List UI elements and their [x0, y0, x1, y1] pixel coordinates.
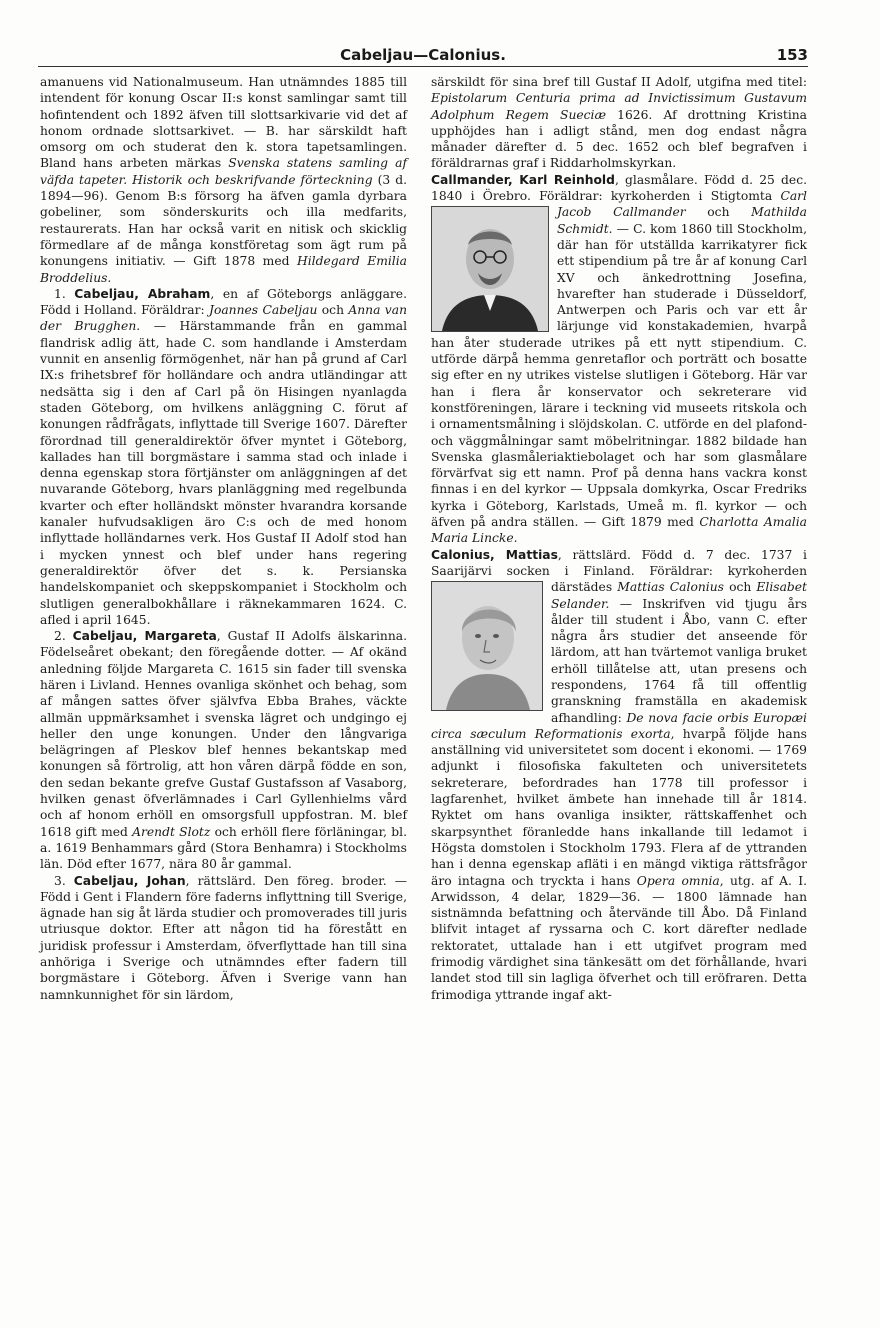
body-text: , rättslärd. Född d. 7 dec. 1737 i Saarijärvi socken i Finland. Föräldrar: kyrkoherden därstädes — [431, 547, 807, 595]
body-text: särskildt för sina bref till Gustaf II Adolf, utgifna med titel: — [431, 75, 807, 89]
parent-name: Mathilda Schmidt. — [557, 205, 807, 236]
entry-cabeljau-abraham — [40, 286, 407, 628]
portrait-calonius-image — [431, 581, 543, 711]
body-text: , utg. af A. I. Arwidsson, 4 delar, 1829—36. — 1800 lämnade han sistnämnda befattning och återvände till Åbo. Då Finland blifvit intaget af ryssarna och C. kort därefter nedlade rektoratet, uttalade han i ett utgifvet program med frimodig värdighet sina tänkesätt om det förhållande, hvari landet stod till sin lagliga öfverhet och till eröfraren. Detta frimodiga yttrande ingaf akt- — [431, 873, 807, 1002]
entry-headword: Cabeljau, Margareta — [72, 629, 217, 644]
body-text: — C. kom 1860 till Stockholm, där han för utställda karrikatyrer fick ett stipendium på tre år af konung Carl XV och änkedrottning Josefina, hvarefter han studerade i Düsseldorf, Antwerpen och Paris och var ett år lärjunge vid konstakademien, hvarpå han åter studerade utrikes på ett nytt stipendium. C. utförde därpå hemma genretaflor och porträtt och bosatte sig efter en ny utrikes vistelse slutligen i Göteborg. Här var han i flera år konservator och sekreterare vid konstföreningen, lärare i teckning vid museets ritskola och i ornamentsmålning i slöjdskolan. C. utförde en del plafond- och väggmålningar samt möbelritningar. 1882 bildade han Svenska glasmåleriaktiebolaget och har som glasmålare förvärfvat sig ett namn. Prof på denna hans vackra konst finnas i en del kyrkor — Uppsala domkyrka, Oscar Fredriks kyrka i Göteborg, Karlstads, Umeå m. fl. kyrkor — och äfven på andra ställen. — Gift 1879 med — [431, 221, 807, 530]
entry-callmander — [431, 172, 807, 547]
parent-name: Elisabet Selander. — [551, 580, 807, 611]
entry-cabeljau-johan — [40, 873, 407, 1003]
parent-name: Anna van der Brugghen. — [40, 303, 408, 334]
body-text: amanuens vid Nationalmuseum. Han utnämndes 1885 till intendent för konung Oscar II:s konst samlingar samt till hofintendent och 1892 äfven till slottsarkivarie vid det af honom ordnade slottsarkivet. — B. har särskildt haft omsorg om och studerat den k. stora tapetsamlingen. Bland hans arbeten märkas — [40, 75, 407, 171]
left-column — [40, 74, 407, 1003]
parent-name: Joannes Cabeljau — [209, 303, 318, 318]
body-text: , Gustaf II Adolfs älskarinna. Födelseåret obekant; den föregående dotter. — Af okänd anledning följde Margareta C. 1615 sin fader till svenska hären i Livland. Hennes ovanliga skönhet och behag, som af mången sattes öfver självfva Ebba Brahes, väckte allmän uppmärksamhet i svenska lägret och undgingo ej heller den unge konungen. Under den långvariga belägringen af Pleskov blef hennes bekantskap med konungen så förtrolig, att hon våren därpå födde en son, den sedan bekante grefve Gustaf Gustafsson af Vasaborg, hvilken genast öfverlämnades i Carl Gyllenhielms vård och af honom erhöll en omsorgsfull uppfostran. M. blef 1618 gift med — [40, 629, 407, 839]
body-text: 1626. Af drottning Kristina upphöjdes han i adligt stånd, men dog endast några månader därefter d. 5 dec. 1652 och blef begrafven i föräldrarnas graf i Riddarholmskyrkan. — [431, 107, 808, 171]
continued-entry — [431, 74, 807, 172]
running-title: Cabeljau—Calonius. — [340, 46, 506, 64]
body-text: , en af Göteborgs anläggare. Född i Holland. Föräldrar: — [40, 286, 407, 318]
thesis-title: De nova facie orbis Europæi circa sæculum Reformationis exorta — [431, 710, 807, 741]
entry-headword: Cabeljau, Abraham — [74, 286, 211, 301]
spouse-name: Arendt Slotz — [132, 824, 211, 839]
body-text: , hvarpå följde hans anställning vid universitetet som docent i ekonomi. — 1769 adjunkt i filosofiska fakulteten och universitetets sekreterare, befordrades han 1778 till professor i lagfarenhet, hvilket ämbete han innehade till år 1814. Ryktet om hans ovanliga insikter, rättskaffenhet och skarpsynthet föranledde hans inkallande till ledamot i Högsta domstolen i Stockholm 1793. Flera af de yttranden han i denna egenskap afläti i en mängd viktiga rättsfrågor äro intagna och tryckta i hans — [431, 726, 807, 888]
entry-headword: Cabeljau, Johan — [73, 873, 186, 888]
body-text: (3 d. 1894—96). Genom B:s försorg ha äfven gamla dyrbara gobeliner, som sönderskurits och illa medfarits, restaurerats. Han har också varit en nitisk och skicklig förmedlare af de många konstföretag som ägt rum på konungens initiativ. — Gift 1878 med — [40, 172, 407, 269]
body-text: — Härstammande från en gammal flandrisk adlig ätt, hade C. som handlande i Amsterdam vunnit en ansenlig förmögenhet, när han på grund af Carl IX:s frihetsbref för holländare och andra utländingar att nedsätta sig i den af Carl på ön Hisingen nyanlagda staden Göteborg, om hvilkens anläggning C. förut af konungen rådfrågats, inflyttade till Sverige 1607. Därefter förordnad till generaldirektör öfver myntet i Göteborg, kallades han till borgmästare i samma stad och inlade i denna egenskap stora förtjänster om anläggningen af det nuvarande Göteborg, hvars planläggning med regelbunda kvarter och efter holländskt mönster hvarandra korsande kanaler hufvudsakligen äro C:s och de med honom inflyttade holländarnes verk. Hos Gustaf II Adolf stod han i mycken ynnest och blef under hans regering generaldirektör öfver det s. k. Persianska handelskompaniet och skeppskompaniet i Stockholm och slutligen generalbokhållare i räknekammaren 1624. C. afled i april 1645. — [40, 319, 408, 627]
entry-number: 2. — [54, 629, 73, 644]
body-text: — Inskrifven vid tjugu års ålder till student i Åbo, vann C. efter några års studier det anseende för lärdom, att han tvärtemot vanliga bruket erhöll tillåtelse att, utan presens och respondens, 1764 få till offentlig granskning framställa en akademisk afhandling: — [551, 596, 807, 725]
page-number: 153 — [776, 46, 808, 64]
portrait-callmander-image — [431, 206, 549, 332]
body-text: och — [685, 205, 752, 220]
running-header — [38, 44, 808, 67]
work-title: Svenska statens samling af väfda tapeter. Historik och beskrifvande förteckning — [40, 156, 407, 187]
spouse-name: Charlotta Amalia Maria Lincke. — [431, 515, 807, 546]
parent-name: Mattias Calonius — [617, 580, 724, 595]
body-text: och — [317, 303, 349, 318]
continued-entry — [40, 74, 407, 286]
body-text: och — [723, 580, 757, 595]
entry-headword: Callmander, Karl Reinhold — [431, 172, 615, 187]
body-text: , glasmålare. Född d. 25 dec. 1840 i Örebro. Föräldrar: kyrkoherden i Stigtomta — [431, 172, 807, 204]
entry-number: 3. — [54, 873, 74, 888]
work-title: Epistolarum Centuria prima ad Invictissimum Gustavum Adolphum Regem Sueciæ — [431, 91, 807, 122]
entry-headword: Calonius, Mattias — [431, 547, 558, 562]
entry-cabeljau-margareta — [40, 628, 407, 872]
work-title: Opera omnia — [636, 873, 720, 888]
entry-number: 1. — [54, 286, 75, 301]
body-text: och erhöll flere förläningar, bl. a. 1619 Benhammars gård (Stora Benhamra) i Stockholms län. Död efter 1677, nära 80 år gammal. — [40, 824, 407, 872]
body-text: , rättslärd. Den föreg. broder. — Född i Gent i Flandern före faderns inflyttning till Sverige, ägnade han sig åt lärda studier och promoverades till juris utriusque doktor. Efter att någon tid ha förestått en juridisk professur i Amsterdam, öfverflyttade han till sina anhöriga i Sverige och utnämndes efter fadern till borgmästare i Göteborg. Äfven i Sverige vann han namnkunnighet för sin lärdom, — [40, 873, 407, 1002]
entry-calonius — [431, 547, 807, 1003]
spouse-name: Hildegard Emilia Broddelius. — [40, 254, 407, 285]
right-column — [431, 74, 807, 1003]
parent-name: Carl Jacob Callmander — [557, 189, 807, 220]
